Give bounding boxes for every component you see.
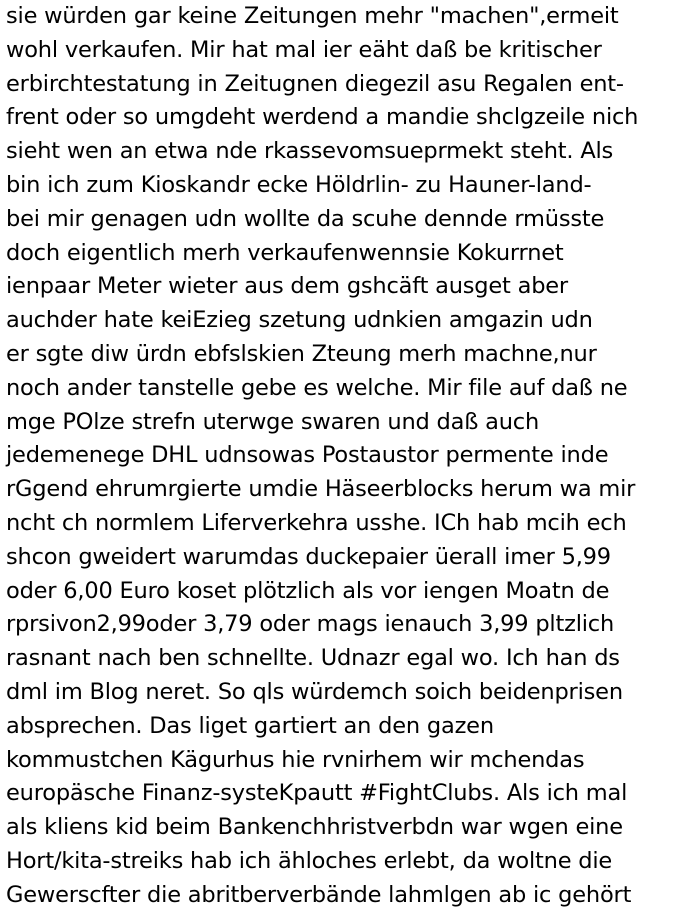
text-line: kommustchen Kägurhus hie rvnirhem wir mchendas	[6, 746, 585, 773]
text-line: rGgend ehrumrgierte umdie Häseerblocks herum wa mir	[6, 476, 636, 503]
text-line: doch eigentlich merh verkaufenwennsie Kokurrnet	[6, 239, 564, 266]
text-line: rasnant nach ben schnellte. Udnazr egal wo. Ich han ds	[6, 645, 620, 672]
text-line: bin ich zum Kioskandr ecke Höldrlin- zu Hauner-land-	[6, 171, 592, 198]
text-line: als kliens kid beim Bankenchhristverbdn war wgen eine	[6, 814, 623, 841]
text-line: auchder hate keiEzieg szetung udnkien amgazin udn	[6, 307, 593, 334]
text-line: shcon gweidert warumdas duckepaier üerall imer 5,99	[6, 543, 611, 570]
text-line: oder 6,00 Euro koset plötzlich als vor iengen Moatn de	[6, 577, 610, 604]
text-line: rprsivon2,99oder 3,79 oder mags ienauch 3,99 pltzlich	[6, 611, 615, 638]
text-line: mge POlze strefn uterwge swaren und daß auch	[6, 408, 540, 435]
text-line: sie würden gar keine Zeitungen mehr "machen",ermeit	[6, 3, 619, 29]
text-line: absprechen. Das liget gartiert an den gazen	[6, 712, 494, 739]
text-line: jedemenege DHL udnsowas Postaustor permente inde	[6, 442, 609, 469]
document-body	[6, 0, 682, 913]
text-line: frent oder so umgdeht werdend a mandie shclgzeile nich	[6, 104, 639, 131]
text-line: erbirchtestatung in Zeitugnen diegezil asu Regalen ent-	[6, 70, 624, 97]
text-line: bei mir genagen udn wollte da scuhe dennde rmüsste	[6, 205, 605, 232]
text-line: noch ander tanstelle gebe es welche. Mir file auf daß ne	[6, 374, 628, 401]
text-line: dml im Blog neret. So qls würdemch soich beidenprisen	[6, 678, 623, 705]
text-line: Gewerscfter die abritberverbände lahmlgen ab ic gehört	[6, 881, 632, 908]
text-line: Hort/kita-streiks hab ich ähloches erlebt, da woltne die	[6, 847, 613, 874]
text-line: er sgte diw ürdn ebfslskien Zteung merh machne,nur	[6, 340, 597, 367]
text-line: wohl verkaufen. Mir hat mal ier eäht daß be kritischer	[6, 36, 602, 63]
text-line: sieht wen an etwa nde rkassevomsueprmekt steht. Als	[6, 138, 614, 165]
text-line: ienpaar Meter wieter aus dem gshcäft ausget aber	[6, 273, 568, 300]
text-line: europäsche Finanz-systeKpautt #FightClubs. Als ich mal	[6, 780, 628, 807]
text-line: ncht ch normlem Liferverkehra usshe. ICh hab mcih ech	[6, 509, 627, 536]
